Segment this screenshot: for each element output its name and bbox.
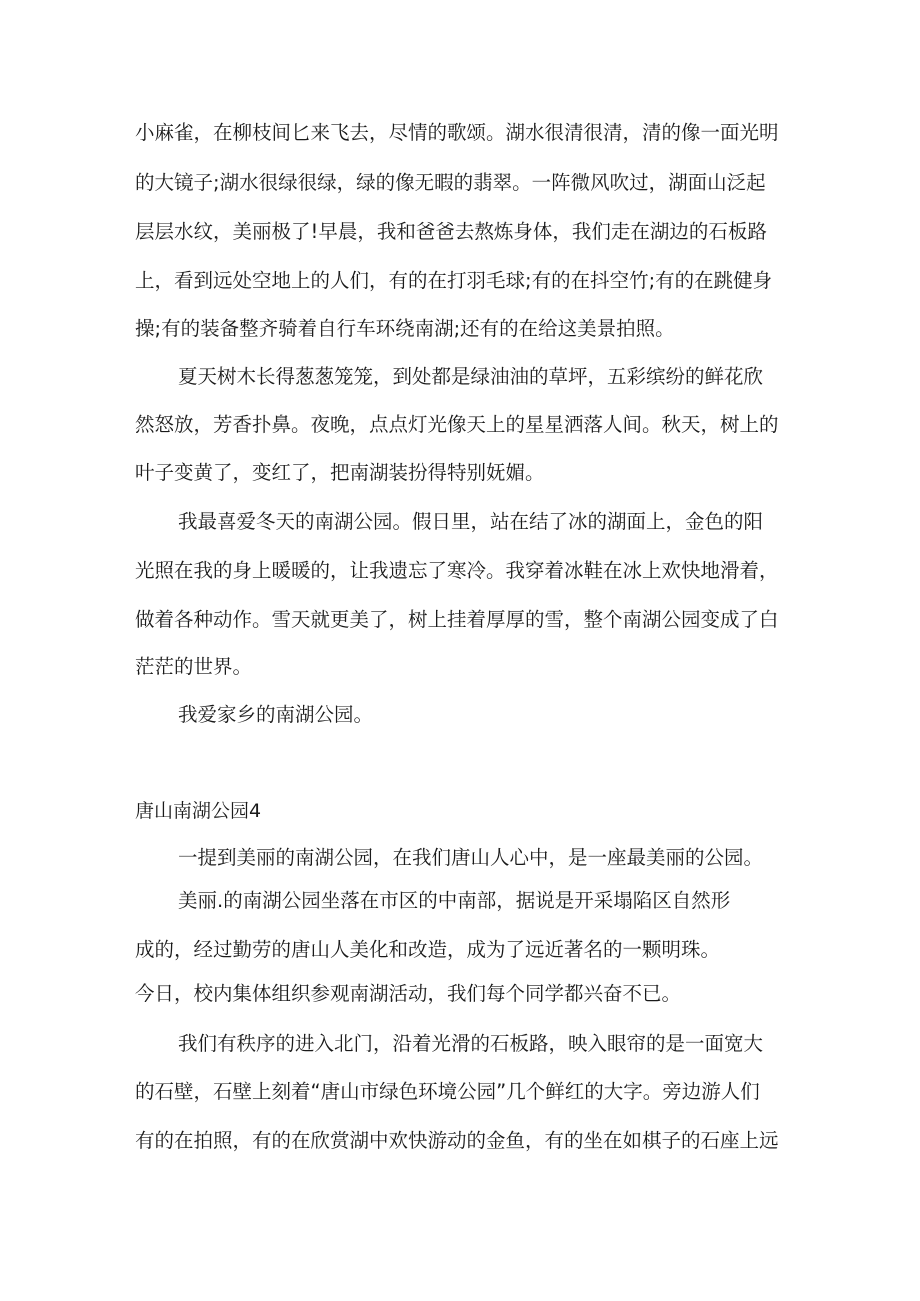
section-heading: 唐山南湖公园4 (135, 800, 262, 822)
text-line: 操;有的装备整齐骑着自行车环绕南湖;还有的在给这美景拍照。 (135, 317, 675, 340)
text-line: 美丽.的南湖公园坐落在市区的中南部，据说是开采塌陷区自然形 (178, 889, 731, 912)
text-line: 光照在我的身上暖暖的，让我遗忘了寒冷。我穿着冰鞋在冰上欢快地滑着， (135, 559, 779, 582)
text-line: 层层水纹，美丽极了!早晨，我和爸爸去熬炼身体，我们走在湖边的石板路 (135, 220, 767, 243)
text-line: 今日，校内集体组织参观南湖活动，我们每个同学都兴奋不已。 (135, 982, 682, 1005)
text-line: 做着各种动作。雪天就更美了，树上挂着厚厚的雪，整个南湖公园变成了白 (135, 608, 779, 631)
text-line: 的大镜子;湖水很绿很绿，绿的像无暇的翡翠。一阵微风吹过，湖面山泛起 (135, 171, 766, 194)
text-line: 成的，经过勤劳的唐山人美化和改造，成为了远近著名的一颗明珠。 (135, 938, 721, 961)
text-line: 我们有秩序的进入北门，沿着光滑的石板路，映入眼帘的是一面宽大 (178, 1032, 764, 1055)
text-line: 叶子变黄了，变红了，把南湖装扮得特别妩媚。 (135, 461, 545, 484)
text-line: 小麻雀，在柳枝间匕来飞去，尽情的歌颂。湖水很清很清，清的像一面光明 (135, 121, 779, 144)
text-line: 的石壁，石壁上刻着“唐山市绿色环境公园”几个鲜红的大字。旁边游人们 (135, 1080, 760, 1103)
text-line: 然怒放，芳香扑鼻。夜晚，点点灯光像天上的星星洒落人间。秋天，树上的 (135, 413, 779, 436)
text-line: 我最喜爱冬天的南湖公园。假日里，站在结了冰的湖面上，金色的阳 (178, 510, 764, 533)
text-line: 夏天树木长得葱葱笼笼，到处都是绿油油的草坪，五彩缤纷的鲜花欣 (178, 365, 764, 388)
text-line: 上，看到远处空地上的人们，有的在打羽毛球;有的在抖空竹;有的在跳健身 (135, 269, 773, 292)
text-line: 有的在拍照，有的在欣赏湖中欢快游动的金鱼，有的坐在如棋子的石座上远 (135, 1129, 779, 1152)
text-line: 我爱家乡的南湖公园。 (178, 703, 374, 726)
text-line: 茫茫的世界。 (135, 655, 253, 678)
text-line: 一提到美丽的南湖公园，在我们唐山人心中，是一座最美丽的公园。 (178, 846, 764, 869)
